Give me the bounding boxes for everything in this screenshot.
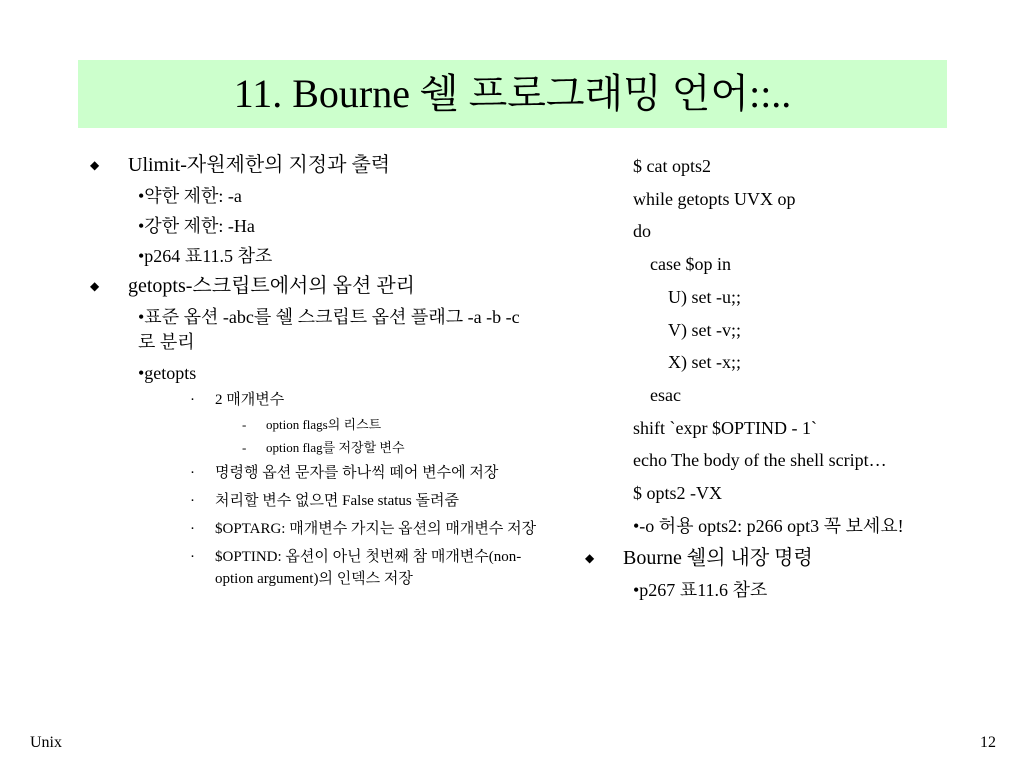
sub-bullet: · [190,392,195,408]
list-item-text: 처리할 변수 없으면 False status 돌려줌 [215,493,459,509]
list-item-text: •표준 옵션 -abc를 쉘 스크립트 옵션 플래그 -a -b -c 로 분리 [138,307,520,352]
list-item-text: $OPTARG: 매개변수 가지는 옵션의 매개변수 저장 [215,521,537,537]
diamond-bullet-icon: ◆ [90,279,100,293]
sub-bullet: · [190,493,195,509]
page-number: 12 [980,734,996,751]
list-item [585,510,1005,542]
list-item-text: 명령행 옵션 문자를 하나씩 떼어 변수에 저장 [215,465,499,481]
list-item-text: Bourne 쉘의 내장 명령 [623,546,813,569]
sub-bullet: - [242,417,247,432]
list-item-text: getopts-스크립트에서의 옵션 관리 [128,275,415,297]
list-item [90,181,540,211]
list-item-text: $OPTIND: 옵션이 아닌 첫번째 참 매개변수(non-option argument)의 인덱스 저장 [215,549,522,587]
code-text: esac [650,384,681,405]
code-text: do [633,221,651,242]
code-text: $ cat opts2 [633,156,711,176]
code-line [585,248,1005,281]
list-item [585,542,1005,574]
sub-bullet: · [190,549,195,565]
code-text: U) set -u;; [668,286,741,307]
list-item-text: •p267 표11.6 참조 [633,579,768,600]
list-item [585,574,1005,606]
list-item [90,436,540,459]
slide-title-box [78,60,947,128]
list-item-text: •getopts [138,363,197,383]
list-item-text: Ulimit-자원제한의 지정과 출력 [128,154,391,176]
code-line [585,379,1005,412]
code-text: $ opts2 -VX [633,483,722,504]
list-item-text: 2 매개변수 [215,392,285,408]
list-item [90,211,540,241]
code-line [585,183,1005,216]
list-item-text: option flag를 저장할 변수 [266,440,405,455]
right-column [585,150,1005,606]
code-line [585,215,1005,248]
list-item [90,462,540,484]
list-item-text: option flags의 리스트 [266,417,382,432]
code-text: V) set -v;; [668,319,741,340]
code-line [585,412,1005,445]
code-text: case $op in [650,254,731,275]
list-item-text: •약한 제한: -a [138,186,242,206]
code-line [585,150,1005,183]
code-line [585,314,1005,347]
list-item [90,490,540,512]
code-line [585,477,1005,510]
code-text: shift `expr $OPTIND - 1` [633,417,817,438]
diamond-bullet-icon: ◆ [585,550,595,565]
code-line [585,346,1005,379]
list-item [90,150,540,181]
list-item [90,388,540,413]
list-item [90,271,540,302]
slide-title: 11. Bourne 쉘 프로그래밍 언어::.. [233,71,792,116]
list-item [90,305,540,355]
list-item-text: •p264 표11.5 참조 [138,246,273,266]
sub-bullet: · [190,521,195,537]
list-item [90,358,540,388]
code-line [585,444,1005,477]
sub-bullet: - [242,440,247,455]
list-item [90,241,540,271]
diamond-bullet-icon: ◆ [90,158,100,172]
code-text: echo The body of the shell script… [633,450,887,471]
list-item [90,546,540,590]
code-line [585,281,1005,314]
sub-bullet: · [190,465,195,481]
list-item [90,413,540,436]
list-item-text: •강한 제한: -Ha [138,216,255,236]
list-item-text: •-o 허용 opts2: p266 opt3 꼭 보세요! [633,515,904,536]
footer-label: Unix [30,734,62,751]
code-text: X) set -x;; [668,352,741,373]
list-item [90,518,540,540]
code-text: while getopts UVX op [633,188,796,209]
left-column [90,150,540,596]
